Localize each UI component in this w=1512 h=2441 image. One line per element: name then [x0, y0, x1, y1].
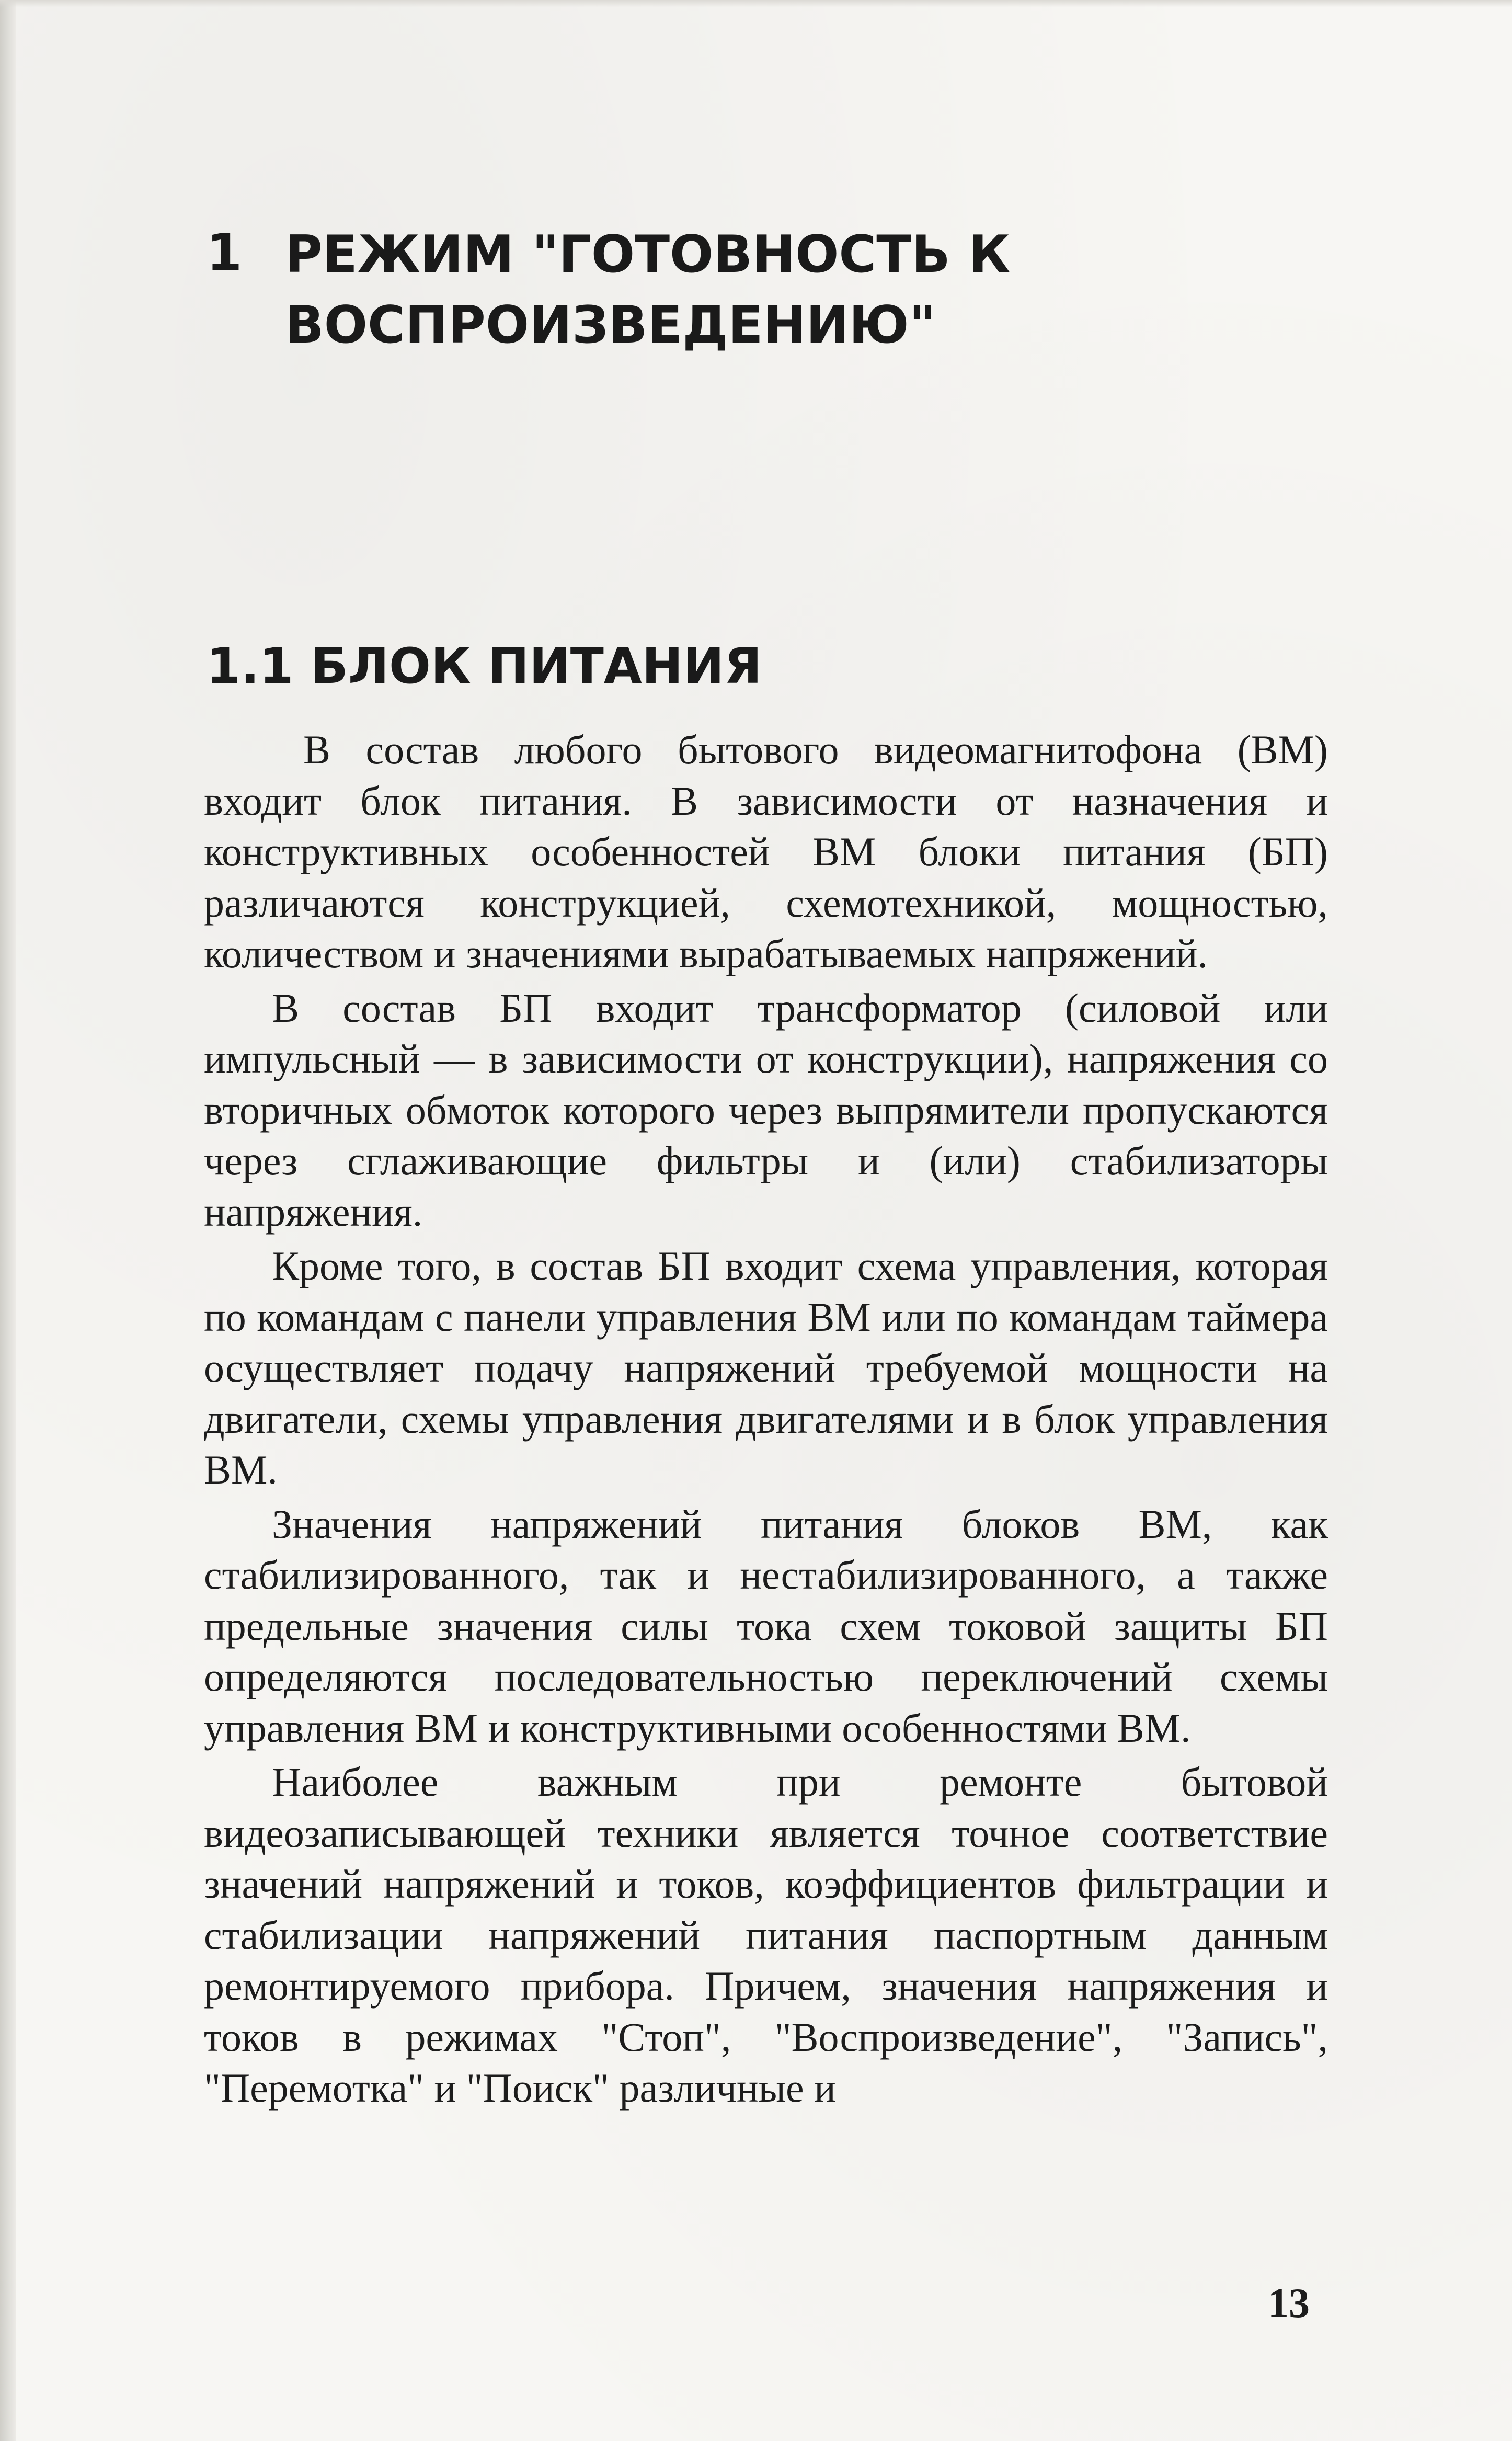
body-text [204, 724, 1328, 2117]
section-title: 1.1 БЛОК ПИТАНИЯ [207, 638, 762, 695]
page-top-shadow [0, 0, 1512, 7]
page-number: 13 [1268, 2280, 1310, 2326]
paragraph: Значения напряжений питания блоков ВМ, как стабилизированного, так и нестабилизированного, а также предельные значения силы тока схем токовой защиты БП определяются последовательностью переключений схемы управления ВМ и конструктивными особенностями ВМ. [204, 1501, 1328, 1751]
chapter-number: 1 [207, 223, 243, 283]
paragraph: Наиболее важным при ремонте бытовой видеозаписывающей техники является точное соответствие значений напряжений и токов, коэффициентов фильтрации и стабилизации напряжений питания паспортным данным ремонтируемого прибора. Причем, значения напряжения и токов в режимах "Стоп", "Воспроизведение", "Запись", "Перемотка" и "Поиск" различные и [204, 1759, 1328, 2111]
paragraph: В состав БП входит трансформатор (силовой или импульсный — в зависимости от конструкции), напряжения со вторичных обмоток которого через выпрямители пропускаются через сглаживающие фильтры и (или) стабилизаторы напряжения. [204, 985, 1328, 1235]
paragraph: В состав любого бытового видеомагнитофона (ВМ) входит блок питания. В зависимости от назначения и конструктивных особенностей ВМ блоки питания (БП) различаются конструкцией, схемотехникой, мощностью, количеством и значениями вырабатываемых напряжений. [204, 727, 1328, 976]
paragraph: Кроме того, в состав БП входит схема управления, которая по командам с панели управления ВМ или по командам таймера осуществляет подачу напряжений требуемой мощности на двигатели, схемы управления двигателями и в блок управления ВМ. [204, 1243, 1328, 1492]
page-binding-shadow [0, 0, 16, 2441]
chapter-title-text: РЕЖИМ "ГОТОВНОСТЬ К ВОСПРОИЗВЕДЕНИЮ" [285, 225, 1011, 355]
chapter-title [207, 220, 1095, 361]
